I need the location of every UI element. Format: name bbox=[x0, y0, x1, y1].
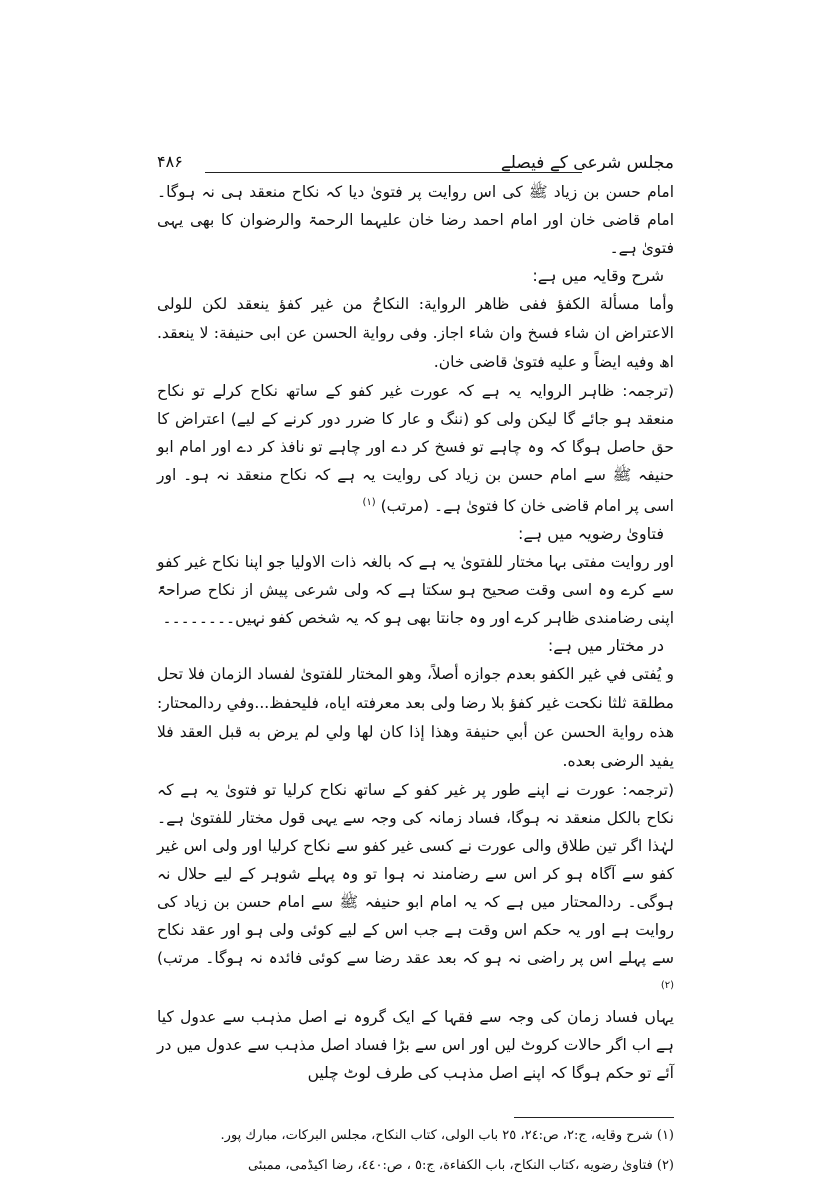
footnote-ref-2: (۲) bbox=[660, 980, 674, 992]
footnote-1 bbox=[157, 1124, 674, 1148]
footnote-2 bbox=[157, 1154, 674, 1178]
arabic-quote-2: و يُفتى في غير الكفو بعدم جوازه أصلاً، وهو المختار للفتوىٰ لفساد الزمان فلا تحل مطلقة ثلثا نكحت غير كفؤ بلا رضا ولى بعد معرفته اياه، فليحفظ...وفي ردالمحتار: هذه رواية الحسن عن أبي حنيفة وهذا إذا كان لها ولي لم يرض به قبل العقد فلا يفيد الرضى بعده. bbox=[157, 665, 674, 771]
running-title: مجلس شرعی کے فیصلے bbox=[500, 153, 674, 173]
translation-1-text: (ترجمہ: ظاہر الروایہ یہ ہے کہ عورت غیر کفو کے ساتھ نکاح کرلے تو نکاح منعقد ہو جائے گا لیکن ولی کو (ننگ و عار کا ضرر دور کرنے کے لیے) اعتراض کا حق حاصل ہوگا کہ وہ چاہے تو فسخ کر دے اور چاہے تو نافذ کر دے اور امام ابو حنیفہ ﷺ سے امام حسن بن زیاد کی روایت یہ ہے کہ نکاح منعقد نہ ہو۔ اور اسی پر امام قاضی خان کا فتویٰ ہے۔ (مرتب) bbox=[157, 382, 674, 516]
footnote-1-text: شرح وقايه، ج:٢، ص:٢٤، ٢٥ باب الولى، كتاب النكاح، مجلس البركات، مبارك پور. bbox=[220, 1128, 653, 1144]
translation-1 bbox=[157, 377, 674, 520]
page-number: ۴۸۶ bbox=[157, 152, 183, 171]
page-header bbox=[157, 150, 674, 178]
header-rule bbox=[205, 172, 582, 173]
heading-fatawa-razawiya: فتاویٰ رضویہ میں ہے: bbox=[518, 524, 664, 544]
paragraph-3: یہاں فساد زمان کی وجہ سے فقہا کے ایک گروہ نے اصل مذہب سے عدول کیا ہے اب اگر حالات کروٹ لیں اور اس سے بڑا فساد اصل مذہب سے عدول میں در آئے تو حکم ہوگا کہ اپنے اصل مذہب کی طرف لوٹ چلیں bbox=[157, 1008, 674, 1083]
translation-2-text: (ترجمہ: عورت نے اپنے طور پر غیر کفو کے ساتھ نکاح کرلیا تو فتویٰ یہ ہے کہ نکاح بالکل منعقد نہ ہوگا، فساد زمانہ کی وجہ سے یہی قول مختار للفتویٰ ہے۔ لہٰذا اگر تین طلاق والی عورت نے کسی غیر کفو سے نکاح کرلیا اور ولی اس غیر کفو سے آگاہ ہو کر اس سے رضامند نہ ہوا تو وہ پہلے شوہر کے لیے حلال نہ ہوگی۔ ردالمحتار میں ہے کہ یہ امام ابو حنیفہ ﷺ سے امام حسن بن زیاد کی روایت ہے اور یہ حکم اس وقت ہے جب اس کے لیے کوئی ولی ہو اور عقد نکاح سے پہلے اس پر راضی نہ ہو کہ بعد عقد رضا سے کوئی فائدہ نہ ہوگا۔ مرتب) bbox=[157, 781, 674, 968]
paragraph-1: امام حسن بن زیاد ﷺ کی اس روایت پر فتویٰ دیا کہ نکاح منعقد ہی نہ ہوگا۔ امام قاضی خان اور امام احمد رضا خان علیہما الرحمۃ والرضوان کا بھی یہی فتویٰ ہے۔ bbox=[157, 183, 674, 257]
footnote-rule bbox=[514, 1117, 674, 1118]
heading-durr-mukhtar: در مختار میں ہے: bbox=[547, 636, 664, 656]
footnote-2-text: فتاوىٰ رضويه ،كتاب النكاح، باب الكفاءة، ج:٥ ، ص:٤٤٠، رضا اكيڈمى، ممبئى bbox=[247, 1158, 653, 1174]
paragraph-2: اور روایت مفتی بہا مختار للفتویٰ یہ ہے کہ بالغہ ذات الاولیا جو اپنا نکاح غیر کفو سے کرے وہ اسی وقت صحیح ہو سکتا ہے کہ ولی شرعی پیش از نکاح صراحۃً اپنی رضامندی ظاہر کرے اور وہ جانتا بھی ہو کہ یہ شخص کفو نہیں۔۔۔۔۔۔۔۔ bbox=[157, 553, 674, 628]
footnote-1-number: (١) bbox=[656, 1128, 674, 1144]
arabic-quote-1: وأما مسألة الكفؤ ففى ظاهر الرواية: النكاحُ من غير كفؤ ينعقد لكن للولى الاعتراض ان شاء فسخ وان شاء اجاز. وفى رواية الحسن عن ابى حنيفة: لا ينعقد. اھ وفيه ايضاً و عليه فتوىٰ قاضى خان. bbox=[157, 295, 674, 371]
footnote-2-number: (٢) bbox=[656, 1158, 674, 1174]
footnote-ref-1: (۱) bbox=[362, 497, 376, 508]
translation-2 bbox=[157, 776, 674, 1003]
heading-sharh-wiqaya: شرح وقایہ میں ہے: bbox=[532, 266, 664, 285]
